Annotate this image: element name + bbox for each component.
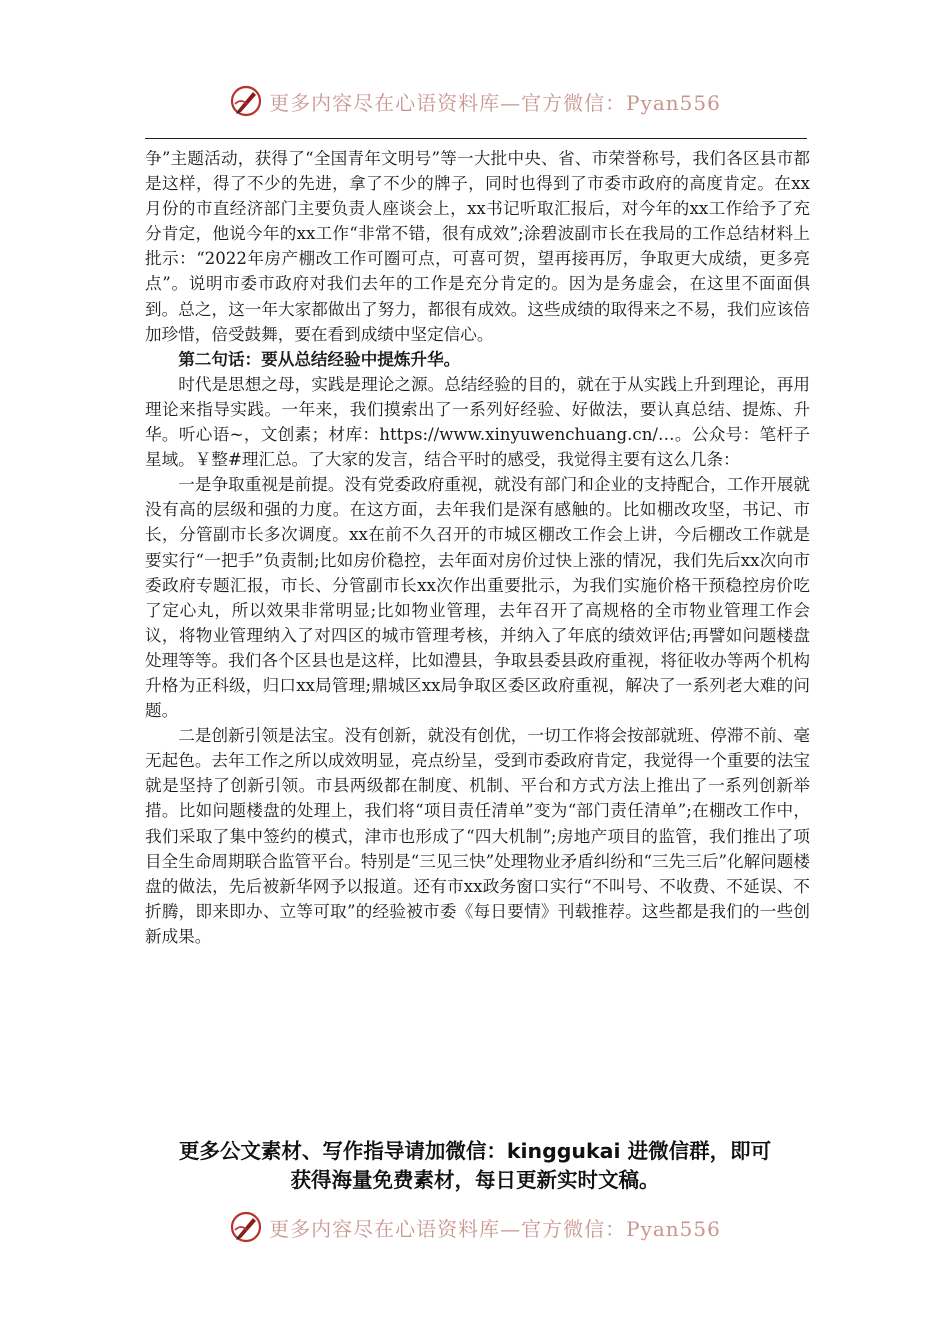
promo-block <box>130 1137 820 1195</box>
pen-logo-icon <box>229 84 263 118</box>
paragraph-continued: 争”主题活动，获得了“全国青年文明号”等一大批中央、省、市荣誉称号，我们各区县市都是这样，得了不少的先进，拿了不少的牌子，同时也得到了市委市政府的高度肯定。在xx月份的市直经济部门主要负责人座谈会上，xx书记听取汇报后，对今年的xx工作给予了充分肯定，他说今年的xx工作“非常不错，很有成效”;涂碧波副市长在我局的工作总结材料上批示：“2022年房产棚改工作可圈可点，可喜可贺，望再接再厉，争取更大成绩，更多亮点”。说明市委市政府对我们去年的工作是充分肯定的。因为是务虚会，在这里不面面俱到。总之，这一年大家都做出了努力，都很有成效。这些成绩的取得来之不易，我们应该倍加珍惜，倍受鼓舞，要在看到成绩中坚定信心。 <box>145 149 810 344</box>
section-heading: 第二句话：要从总结经验中提炼升华。 <box>178 349 461 369</box>
promo-line-2: 获得海量免费素材，每日更新实时文稿。 <box>290 1168 660 1192</box>
document-body <box>145 146 810 949</box>
footer-text: 更多内容尽在心语资料库—官方微信：Pyan556 <box>269 1216 721 1241</box>
pen-logo-icon <box>229 1210 263 1244</box>
footer-brand <box>0 1210 950 1244</box>
promo-line-1: 更多公文素材、写作指导请加微信：kinggukai 进微信群，即可 <box>178 1139 772 1163</box>
header-brand <box>0 84 950 118</box>
paragraph: 二是创新引领是法宝。没有创新，就没有创优，一切工作将会按部就班、停滞不前、毫无起色。去年工作之所以成效明显，亮点纷呈，受到市委政府肯定，我觉得一个重要的法宝就是坚持了创新引领。市县两级都在制度、机制、平台和方式方法上推出了一系列创新举措。比如问题楼盘的处理上，我们将“项目责任清单”变为“部门责任清单”;在棚改工作中，我们采取了集中签约的模式，津市也形成了“四大机制”;房地产项目的监管，我们推出了项目全生命周期联合监管平台。特别是“三见三快”处理物业矛盾纠纷和“三先三后”化解问题楼盘的做法，先后被新华网予以报道。还有市xx政务窗口实行“不叫号、不收费、不延误、不折腾，即来即办、立等可取”的经验被市委《每日要情》刊载推荐。这些都是我们的一些创新成果。 <box>145 726 810 946</box>
paragraph: 一是争取重视是前提。没有党委政府重视，就没有部门和企业的支持配合，工作开展就没有高的层级和强的力度。在这方面，去年我们是深有感触的。比如棚改攻坚，书记、市长，分管副市长多次调度。xx在前不久召开的市城区棚改工作会上讲，今后棚改工作就是要实行“一把手”负责制;比如房价稳控，去年面对房价过快上涨的情况，我们先后xx次向市委政府专题汇报，市长、分管副市长xx次作出重要批示，为我们实施价格干预稳控房价吃了定心丸，所以效果非常明显;比如物业管理，去年召开了高规格的全市物业管理工作会议，将物业管理纳入了对四区的城市管理考核，并纳入了年底的绩效评估;再譬如问题楼盘处理等等。我们各个区县也是这样，比如澧县，争取县委县政府重视，将征收办等两个机构升格为正科级，归口xx局管理;鼎城区xx局争取区委区政府重视，解决了一系列老大难的问题。 <box>145 475 810 721</box>
paragraph: 时代是思想之母，实践是理论之源。总结经验的目的，就在于从实践上升到理论，再用理论来指导实践。一年来，我们摸索出了一系列好经验、好做法，要认真总结、提炼、升华。听心语~，文创素；材库：https://www.xinyuwenchuang.cn/…。公众号：笔杆子星域。￥整#理汇总。了大家的发言，结合平时的感受，我觉得主要有这么几条： <box>145 374 810 470</box>
header-text: 更多内容尽在心语资料库—官方微信：Pyan556 <box>269 90 721 115</box>
header-divider <box>145 138 807 139</box>
